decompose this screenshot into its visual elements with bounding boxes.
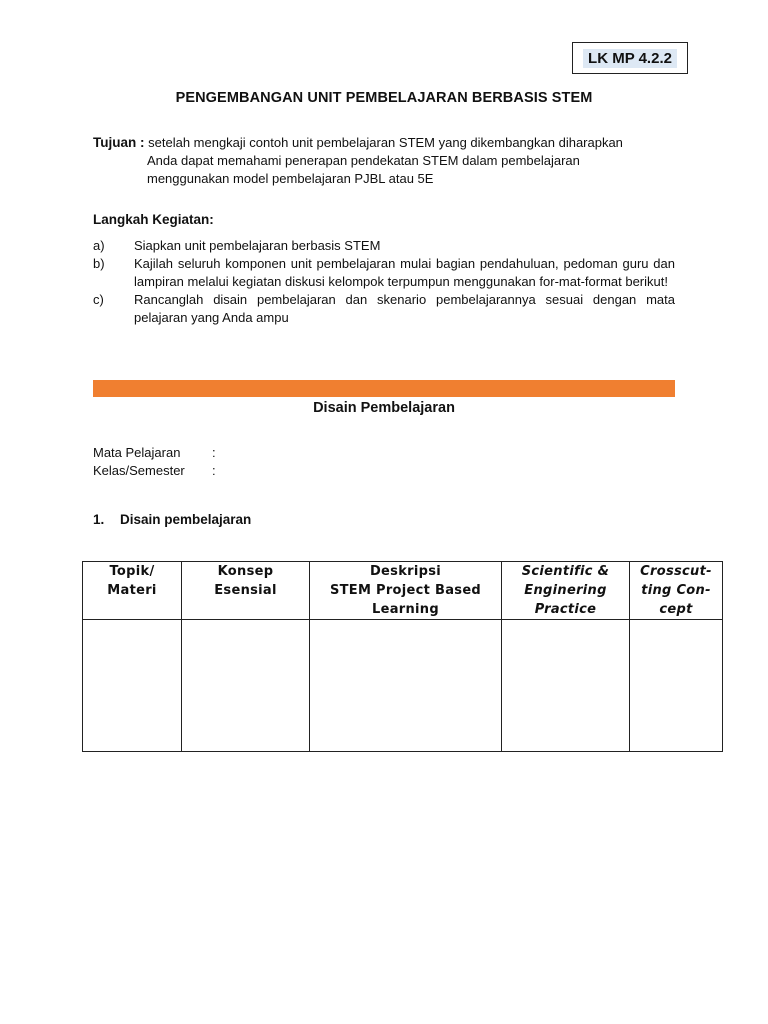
header-crosscutting-concept: Crosscut- ting Con- cept <box>630 562 723 620</box>
header-scientific-practice: Scientific & Enginering Practice <box>502 562 630 620</box>
table-row <box>83 620 723 752</box>
tujuan-line-2: Anda dapat memahami penerapan pendekatan STEM dalam pembelajaran <box>147 153 580 168</box>
document-code: LK MP 4.2.2 <box>583 49 677 68</box>
table-cell-topik[interactable] <box>83 620 182 752</box>
info-fields <box>93 444 216 480</box>
field-label: Kelas/Semester <box>93 463 185 478</box>
table-cell-deskripsi[interactable] <box>310 620 502 752</box>
section-title: Disain pembelajaran <box>120 512 252 527</box>
list-item-text: Rancanglah disain pembelajaran dan skenario pembelajarannya sesuai dengan mata pelajaran yang Anda ampu <box>134 292 675 325</box>
document-code-box <box>572 42 688 74</box>
list-item <box>93 255 675 291</box>
list-item <box>93 291 675 327</box>
disain-heading: Disain Pembelajaran <box>313 400 455 416</box>
design-table <box>82 561 723 752</box>
langkah-heading: Langkah Kegiatan: <box>93 212 214 227</box>
table-cell-konsep[interactable] <box>182 620 310 752</box>
list-item-marker: a) <box>93 238 105 253</box>
header-deskripsi: Deskripsi STEM Project Based Learning <box>310 562 502 620</box>
table-cell-crosscutting[interactable] <box>630 620 723 752</box>
tujuan-line-3: menggunakan model pembelajaran PJBL atau 5E <box>147 171 434 186</box>
tujuan-block <box>93 134 693 188</box>
header-konsep-esensial: Konsep Esensial <box>182 562 310 620</box>
table-cell-scientific[interactable] <box>502 620 630 752</box>
langkah-list <box>93 237 675 327</box>
list-item-text: Kajilah seluruh komponen unit pembelajaran mulai bagian pendahuluan, pedoman guru dan lampiran melalui kegiatan diskusi kelompok terpumpun menggunakan for-mat-format berikut! <box>134 256 675 289</box>
orange-divider-bar <box>93 380 675 397</box>
field-row-mata-pelajaran <box>93 444 216 462</box>
section-number: 1. <box>93 512 105 527</box>
list-item-text: Siapkan unit pembelajaran berbasis STEM <box>134 238 381 253</box>
list-item-marker: b) <box>93 256 105 271</box>
header-topik-materi: Topik/ Materi <box>83 562 182 620</box>
list-item <box>93 237 675 255</box>
section-heading <box>93 512 251 527</box>
field-separator: : <box>212 463 216 478</box>
tujuan-line-1: setelah mengkaji contoh unit pembelajaran STEM yang dikembangkan diharapkan <box>148 135 623 150</box>
table-header-row <box>83 562 723 620</box>
tujuan-label: Tujuan : <box>93 135 145 150</box>
document-title: PENGEMBANGAN UNIT PEMBELAJARAN BERBASIS STEM <box>175 90 593 106</box>
field-separator: : <box>212 445 216 460</box>
list-item-marker: c) <box>93 292 104 307</box>
field-row-kelas-semester <box>93 462 216 480</box>
field-label: Mata Pelajaran <box>93 445 181 460</box>
